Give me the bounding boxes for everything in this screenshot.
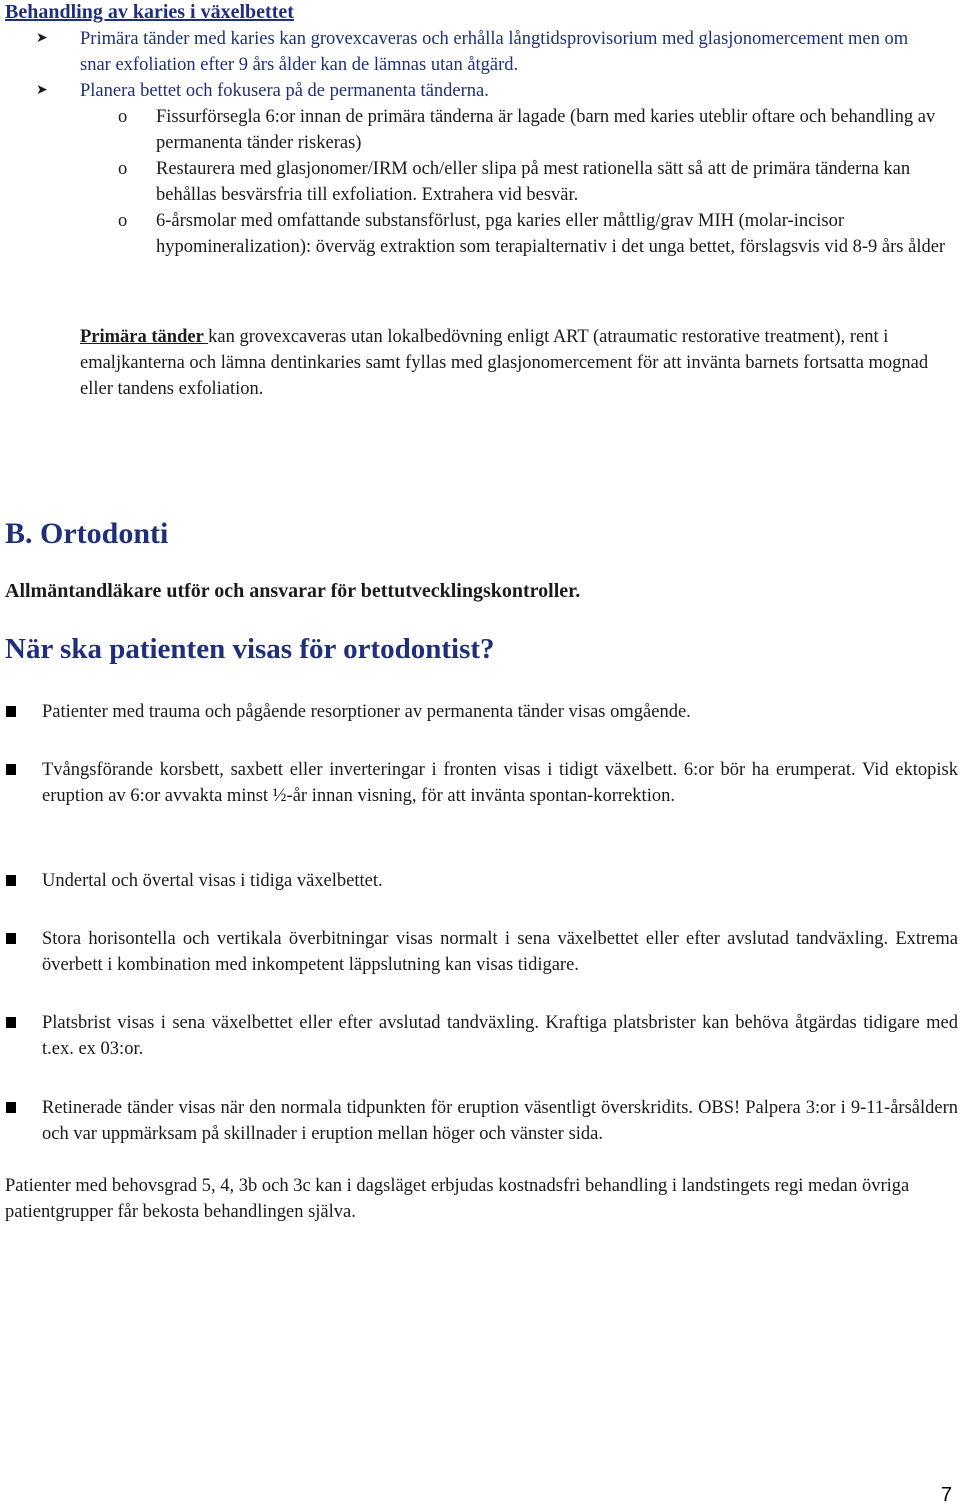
referral-list-item (6, 1010, 958, 1062)
responsibility-statement: Allmäntandläkare utför och ansvarar för bettutvecklingskontroller. (5, 580, 581, 602)
arrow-list-item (36, 26, 936, 78)
referral-list-item-text: Tvångsförande korsbett, saxbett eller inverteringar i fronten visas i tidigt växelbett. 6:or bör ha erumperat. Vid ektopisk eruption av 6:or avvakta minst ½-år innan visning, för att invänta spontan-korrektion. (42, 760, 958, 806)
square-bullet-icon (6, 875, 16, 886)
primary-teeth-text: kan grovexcaveras utan lokalbedövning enligt ART (atraumatic restorative treatment), rent i emaljkanterna och lämna dentinkaries samt fyllas med glasjonomercement för att invänta barnets fortsatta mognad eller tandens exfoliation. (80, 327, 929, 399)
sub-list-item (118, 104, 958, 156)
referral-list-item (6, 1095, 958, 1147)
referral-list-item-text: Patienter med trauma och pågående resorptioner av permanenta tänder visas omgående. (42, 702, 691, 722)
referral-list-item (6, 868, 958, 894)
section-title-ortodonti: B. Ortodonti (5, 517, 169, 550)
square-bullet-icon (6, 706, 16, 717)
arrow-list-item (36, 78, 936, 104)
sub-list-item-text: 6-årsmolar med omfattande substansförlust, pga karies eller måttlig/grav MIH (molar-incisor hypomineralization): överväg extraktion som terapialternativ i det unga bettet, förslagsvis vid 8-9 års ålder (156, 211, 946, 257)
referral-list-item-text: Platsbrist visas i sena växelbettet eller efter avslutad tandväxling. Kraftiga platsbrister kan behöva åtgärdas tidigare med t.ex. ex 03:or. (42, 1013, 958, 1059)
sub-list-item (118, 156, 958, 208)
referral-list-item-text: Undertal och övertal visas i tidiga växelbettet. (42, 871, 383, 891)
page-number: 7 (940, 1484, 952, 1506)
arrow-bullet-icon: ➤ (36, 31, 48, 46)
sub-list-item (118, 208, 958, 260)
square-bullet-icon (6, 933, 16, 944)
square-bullet-icon (6, 1017, 16, 1028)
square-bullet-icon (6, 1102, 16, 1113)
primary-teeth-lead: Primära tänder (80, 327, 209, 347)
referral-list-item (6, 757, 958, 809)
arrow-list-item-text: Primära tänder med karies kan grovexcaveras och erhålla långtidsprovisorium med glasjonomercement men om snar exfoliation efter 9 års ålder kan de lämnas utan åtgärd. (80, 29, 909, 75)
referral-list-item (6, 699, 958, 725)
square-bullet-icon (6, 764, 16, 775)
arrow-bullet-icon: ➤ (36, 83, 48, 98)
arrow-list-item-text: Planera bettet och fokusera på de permanenta tänderna. (80, 81, 489, 101)
circle-bullet: o (118, 211, 128, 231)
sub-list-item-text: Fissurförsegla 6:or innan de primära tänderna är lagade (barn med karies uteblir oftare och behandling av permanenta tänder riskeras) (156, 107, 936, 153)
referral-list-item (6, 926, 958, 978)
primary-teeth-paragraph (80, 324, 940, 402)
sub-list-item-text: Restaurera med glasjonomer/IRM och/eller slipa på mest rationella sätt så att de primära tänderna kan behållas besvärsfria till exfoliation. Extrahera vid besvär. (156, 159, 911, 205)
referral-list-item-text: Retinerade tänder visas när den normala tidpunkten för eruption väsentligt överskridits. OBS! Palpera 3:or i 9-11-årsåldern och var uppmärksam på skillnader i eruption mellan höger och vänster sida. (42, 1098, 958, 1144)
circle-bullet: o (118, 107, 128, 127)
referral-list-item-text: Stora horisontella och vertikala överbitningar visas normalt i sena växelbettet eller efter avslutad tandväxling. Extrema överbett i kombination med inkompetent läppslutning kan visas tidigare. (42, 929, 958, 975)
treatment-need-paragraph: Patienter med behovsgrad 5, 4, 3b och 3c kan i dagsläget erbjudas kostnadsfri behandling i landstingets regi medan övriga patientgrupper får bekosta behandlingen själva. (5, 1176, 910, 1222)
section-title-karies: Behandling av karies i växelbettet (5, 1, 294, 23)
referral-question-heading: När ska patienten visas för ortodontist? (5, 633, 495, 665)
circle-bullet: o (118, 159, 128, 179)
